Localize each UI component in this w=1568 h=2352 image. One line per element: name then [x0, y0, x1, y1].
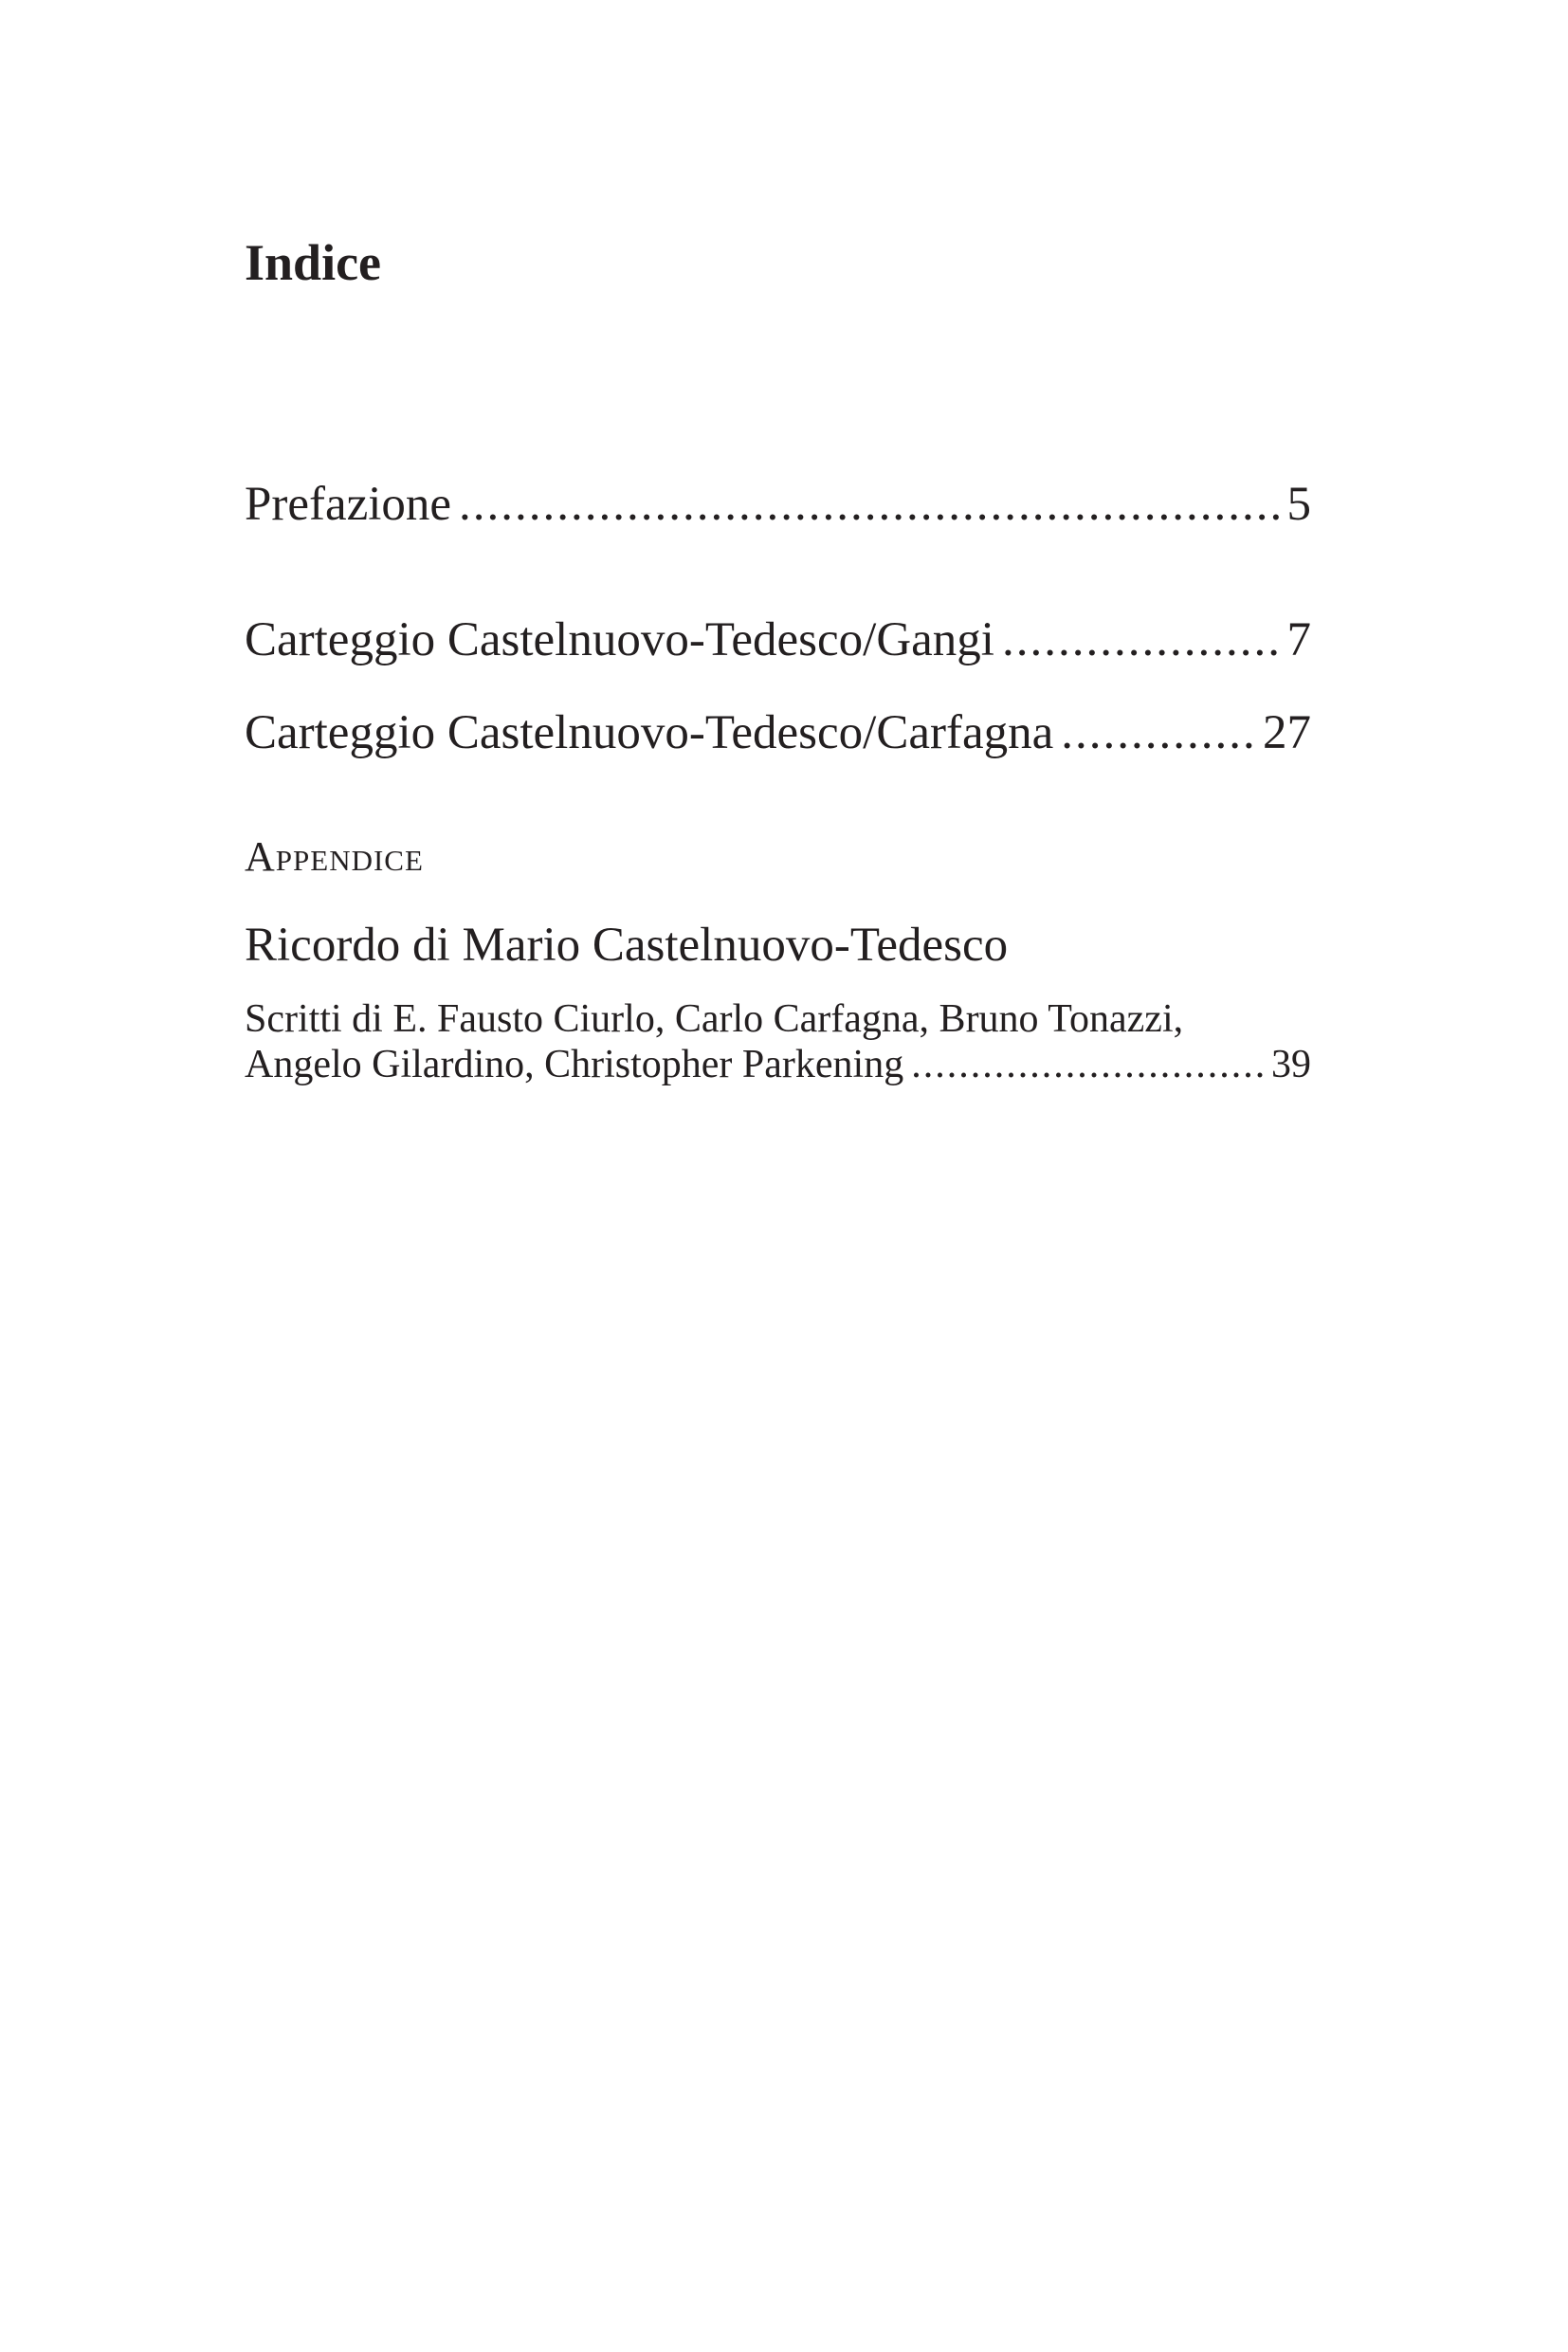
toc-entry-prefazione[interactable]: [245, 478, 1311, 531]
dot-leader: [1061, 709, 1259, 757]
dot-leader: [1002, 616, 1284, 665]
toc-entry-carteggio-carfagna[interactable]: [245, 706, 1311, 759]
dot-leader: [911, 1045, 1267, 1085]
appendix-subtitle-line1: Scritti di E. Fausto Ciurlo, Carlo Carfagna, Bruno Tonazzi,: [245, 997, 1184, 1041]
toc-entry-label: Prefazione: [245, 478, 452, 531]
appendix-title[interactable]: Ricordo di Mario Castelnuovo-Tedesco: [245, 919, 1009, 972]
toc-entry-page: 7: [1286, 613, 1311, 666]
appendix-subtitle-line2: Angelo Gilardino, Christopher Parkening: [245, 1043, 904, 1086]
toc-entry-page: 5: [1286, 478, 1311, 531]
toc-entry-page: 27: [1263, 706, 1311, 759]
appendix-heading: Appendice: [245, 833, 424, 880]
toc-entry-label: Carteggio Castelnuovo-Tedesco/Carfagna: [245, 706, 1054, 759]
toc-entry-page: 39: [1271, 1043, 1311, 1086]
toc-entry-carteggio-gangi[interactable]: [245, 613, 1311, 666]
dot-leader: [459, 481, 1283, 529]
toc-entry-label: Carteggio Castelnuovo-Tedesco/Gangi: [245, 613, 994, 666]
page-title: Indice: [245, 234, 382, 291]
toc-entry-appendix[interactable]: [245, 1045, 1311, 1085]
